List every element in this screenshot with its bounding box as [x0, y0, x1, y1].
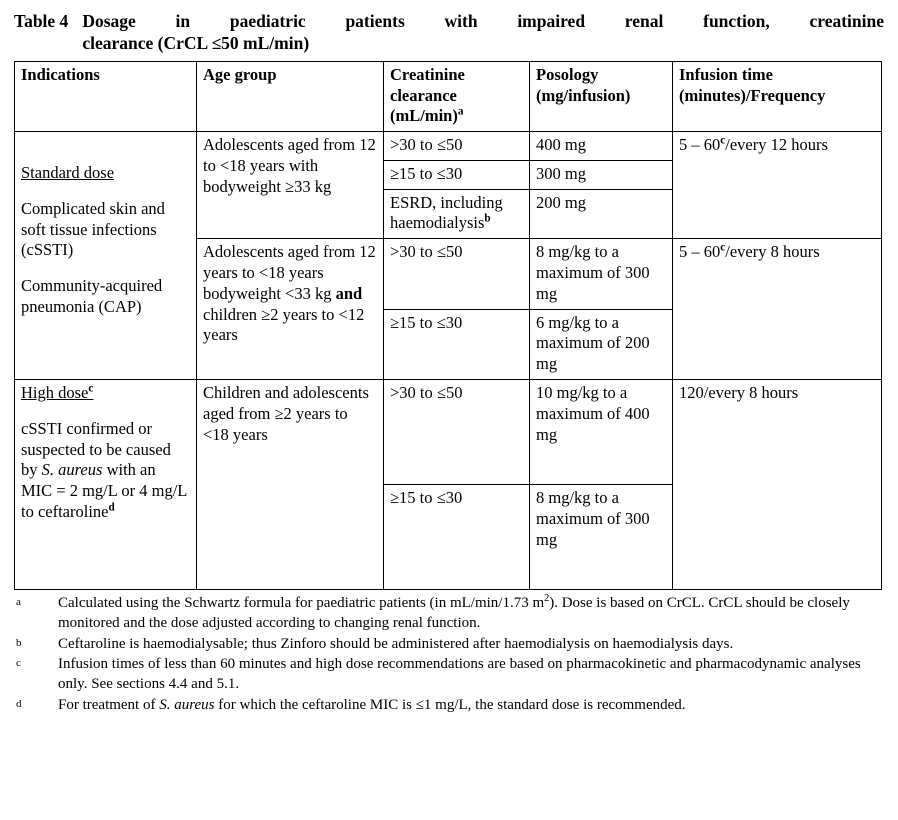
indication-heading-high-dose-text: High dose	[21, 382, 89, 402]
table-row	[15, 132, 882, 161]
cell-age-group-adolescents-under-33kg-and-children	[197, 239, 384, 380]
indication-body-part-3: with an MIC = 2 mg/L or 4 mg/L to ceftaroline	[21, 460, 187, 521]
indication-paragraph-csstI: Complicated skin and soft tissue infections (cSSTI)	[21, 198, 165, 260]
cell-crcl-esrd-text: ESRD, including haemodialysis	[390, 192, 503, 233]
footnote-marker-a: a	[16, 595, 21, 608]
cell-age-group-adolescents-33kg-or-more: Adolescents aged from 12 to <18 years with bodyweight ≥33 kg	[197, 132, 384, 239]
indication-heading-high-dose	[21, 383, 93, 404]
cell-posology: 8 mg/kg to a maximum of 300 mg	[530, 239, 673, 309]
footnote-a-pre: Calculated using the Schwartz formula for paediatric patients (in mL/min/1.73 m	[58, 594, 545, 611]
cell-crcl: >30 to ≤50	[384, 379, 530, 484]
footnote-text-b: Ceftaroline is haemodialysable; thus Zinforo should be administered after haemodialysis on haemodialysis days.	[58, 635, 734, 652]
age-group-part-and: and	[335, 283, 363, 303]
table-caption-line-2: clearance (CrCL ≤50 mL/min)	[82, 33, 310, 54]
table-row	[15, 379, 882, 484]
column-header-infusion-time: Infusion time (minutes)/Frequency	[673, 61, 882, 131]
footnote-marker-c: c	[16, 657, 21, 670]
indication-body-part-1: cSSTI confirmed or suspected to be caused by	[21, 418, 171, 480]
indication-body-high-dose	[21, 419, 190, 523]
table-caption	[14, 10, 884, 55]
column-header-indications: Indications	[15, 61, 197, 131]
indication-paragraph-cap: Community-acquired pneumonia (CAP)	[21, 276, 163, 317]
footnote-b	[14, 635, 881, 655]
cell-infusion-time-high-dose: 120/every 8 hours	[673, 379, 882, 589]
footnote-text-d	[58, 696, 881, 716]
cell-indication-standard-dose	[15, 132, 197, 380]
column-header-creatinine-clearance	[384, 61, 530, 131]
age-group-part-3: children ≥2 years to <12 years	[203, 304, 365, 345]
spacer	[21, 261, 190, 276]
infusion-time-frequency: /every 12 hours	[725, 135, 828, 155]
column-header-age-group: Age group	[197, 61, 384, 131]
table-caption-label: Table 4	[14, 11, 69, 31]
footnote-ref-a: a	[457, 105, 464, 118]
footnote-c	[14, 655, 881, 695]
footnote-marker-b: b	[16, 636, 22, 649]
infusion-time-value: 5 – 60	[679, 242, 721, 262]
cell-crcl: >30 to ≤50	[384, 239, 530, 309]
cell-crcl: ≥15 to ≤30	[384, 484, 530, 589]
footnote-text-c: Infusion times of less than 60 minutes and high dose recommendations are based on pharmacokinetic and pharmacodynamic analyses only. See sections 4.4 and 5.1.	[58, 656, 861, 693]
spacer	[21, 184, 190, 199]
footnote-ref-b: b	[484, 212, 491, 225]
cell-indication-high-dose	[15, 379, 197, 589]
footnote-d-organism: S. aureus	[159, 696, 215, 713]
footnote-marker-d: d	[16, 697, 22, 710]
indication-body-organism: S. aureus	[41, 460, 103, 480]
footnote-a-superscript: 2	[544, 592, 550, 604]
footnote-a-post: ). Dose is based on CrCL. CrCL should be closely monitored and the dose adjusted according to changing renal function.	[58, 594, 850, 631]
column-header-posology: Posology (mg/infusion)	[530, 61, 673, 131]
cell-age-group-children-and-adolescents: Children and adolescents aged from ≥2 years to <18 years	[197, 379, 384, 589]
column-header-creatinine-clearance-text: Creatinine clearance (mL/min)	[390, 64, 465, 126]
cell-posology: 6 mg/kg to a maximum of 200 mg	[530, 309, 673, 379]
table-caption-text	[82, 10, 884, 55]
spacer	[21, 404, 190, 419]
footnote-ref-c: c	[88, 382, 94, 395]
cell-crcl: ≥15 to ≤30	[384, 160, 530, 189]
footnote-ref-d: d	[108, 501, 115, 514]
dosage-table	[14, 61, 882, 590]
table-footnotes	[14, 594, 881, 716]
infusion-time-value: 5 – 60	[679, 135, 721, 155]
cell-posology: 400 mg	[530, 132, 673, 161]
cell-posology: 10 mg/kg to a maximum of 400 mg	[530, 379, 673, 484]
footnote-ref-c: c	[720, 241, 726, 254]
cell-infusion-time-standard-12h	[673, 132, 882, 239]
footnote-d	[14, 696, 881, 716]
cell-crcl: >30 to ≤50	[384, 132, 530, 161]
table-caption-line-1: Dosage in paediatric patients with impaired renal function, creatinine	[82, 11, 884, 31]
footnote-ref-c: c	[720, 134, 726, 147]
indication-heading-standard-dose: Standard dose	[21, 163, 115, 183]
cell-crcl-esrd	[384, 189, 530, 239]
footnote-a	[14, 594, 881, 634]
table-header-row	[15, 61, 882, 131]
cell-posology: 200 mg	[530, 189, 673, 239]
footnote-text-a	[58, 594, 881, 634]
footnote-d-post: for which the ceftaroline MIC is ≤1 mg/L, the standard dose is recommended.	[214, 696, 686, 713]
footnote-d-pre: For treatment of	[58, 696, 160, 713]
infusion-time-frequency: /every 8 hours	[725, 242, 820, 262]
cell-infusion-time-standard-8h	[673, 239, 882, 380]
age-group-part-1: Adolescents aged from 12 years to <18 years bodyweight <33 kg	[203, 242, 376, 303]
cell-crcl: ≥15 to ≤30	[384, 309, 530, 379]
cell-posology: 8 mg/kg to a maximum of 300 mg	[530, 484, 673, 589]
cell-posology: 300 mg	[530, 160, 673, 189]
